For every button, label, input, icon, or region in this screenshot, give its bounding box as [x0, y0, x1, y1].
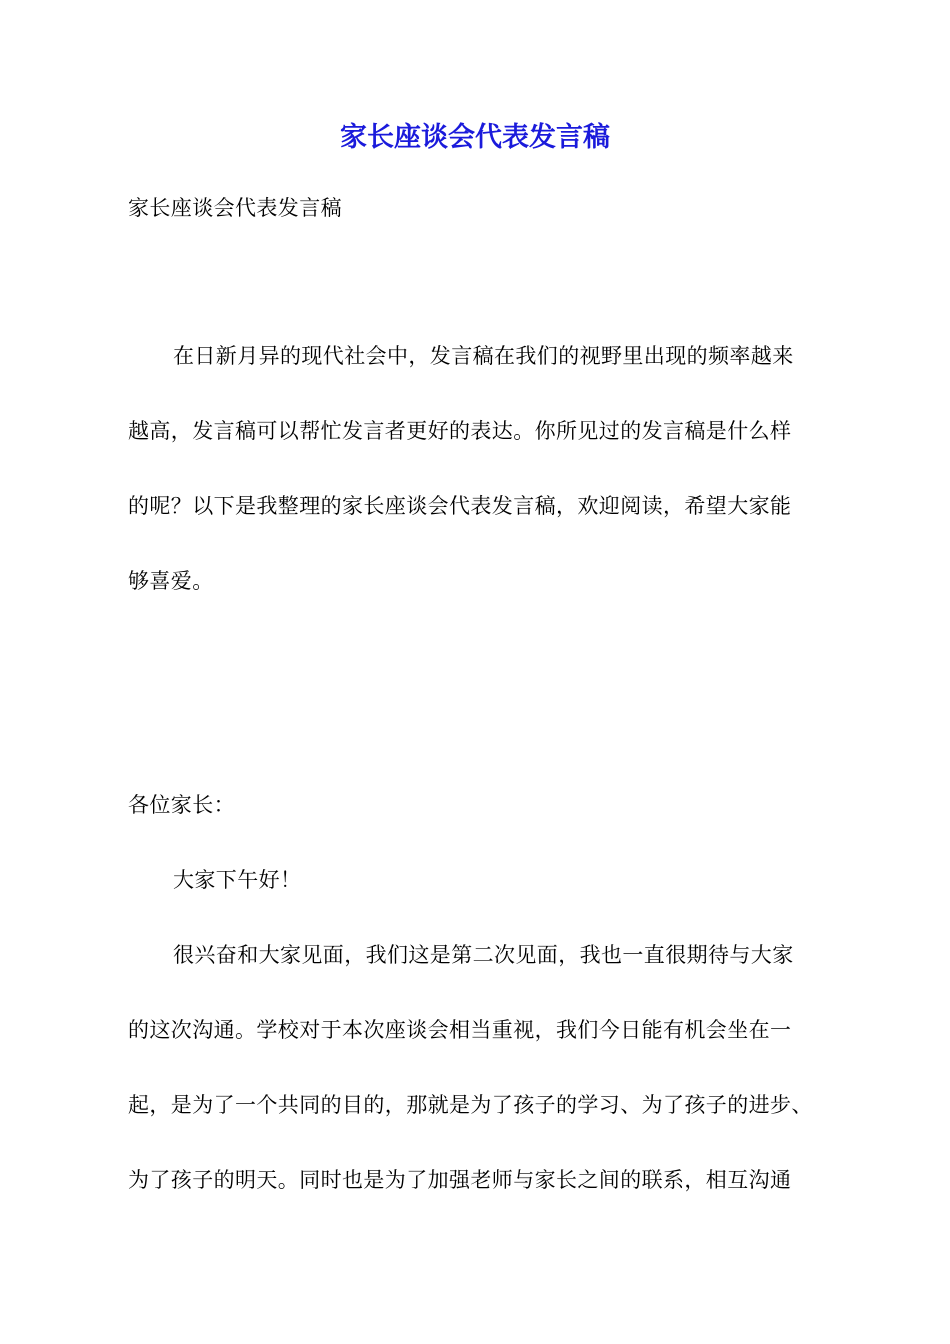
intro-line-3: 的呢？以下是我整理的家长座谈会代表发言稿，欢迎阅读，希望大家能: [128, 494, 792, 518]
document-title: 家长座谈会代表发言稿: [340, 122, 610, 153]
body-line-3: 起，是为了一个共同的目的，那就是为了孩子的学习、为了孩子的进步、: [128, 1093, 813, 1117]
document-subtitle: 家长座谈会代表发言稿: [128, 196, 342, 220]
intro-line-2: 越高，发言稿可以帮忙发言者更好的表达。你所见过的发言稿是什么样: [128, 419, 792, 443]
greeting: 大家下午好！: [173, 868, 302, 892]
intro-line-4: 够喜爱。: [128, 569, 214, 593]
intro-line-1: 在日新月异的现代社会中，发言稿在我们的视野里出现的频率越来: [173, 344, 794, 368]
salutation: 各位家长：: [128, 793, 235, 817]
body-line-2: 的这次沟通。学校对于本次座谈会相当重视，我们今日能有机会坐在一: [128, 1018, 792, 1042]
body-line-4: 为了孩子的明天。同时也是为了加强老师与家长之间的联系，相互沟通: [128, 1168, 792, 1192]
body-line-1: 很兴奋和大家见面，我们这是第二次见面，我也一直很期待与大家: [173, 943, 794, 967]
